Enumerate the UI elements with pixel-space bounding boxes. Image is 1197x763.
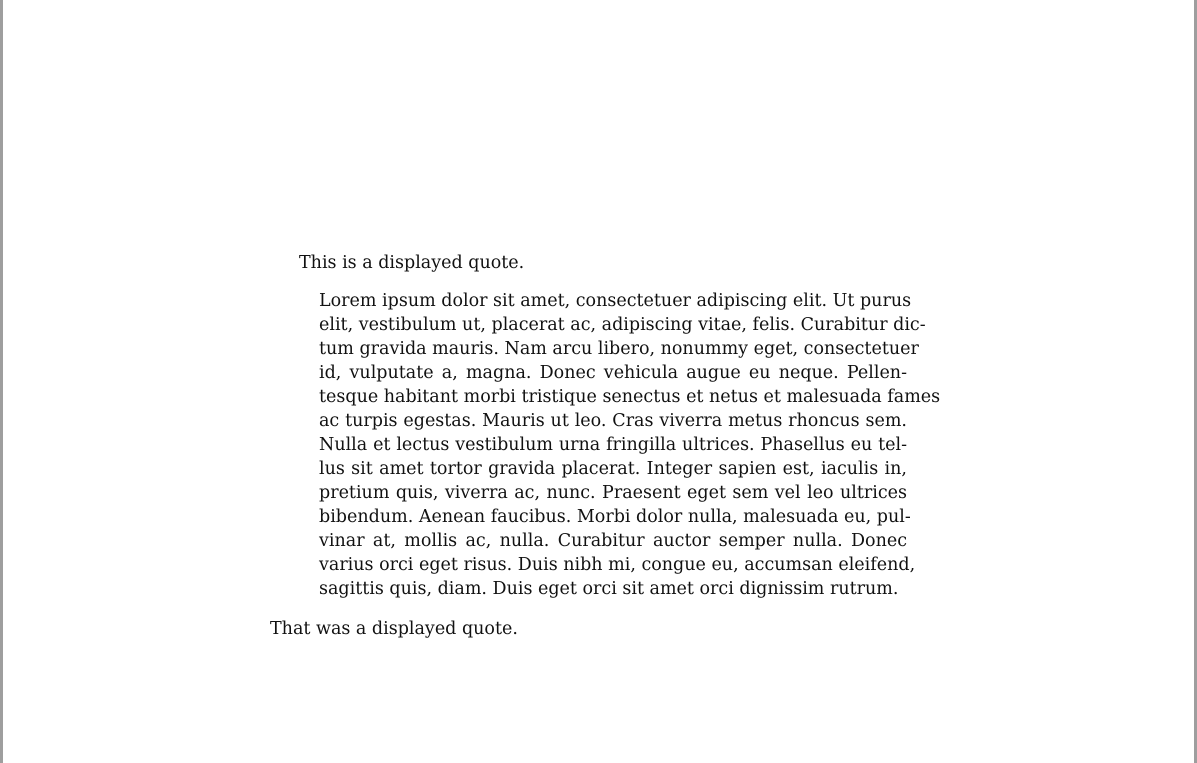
document-page <box>3 0 1194 763</box>
quote-line: ac turpis egestas. Mauris ut leo. Cras viverra metus rhoncus sem. <box>319 411 907 431</box>
quote-line: sagittis quis, diam. Duis eget orci sit amet orci dignissim rutrum. <box>319 579 899 599</box>
quote-line: id, vulputate a, magna. Donec vehicula augue eu neque. Pellen- <box>319 363 907 383</box>
quote-line: tum gravida mauris. Nam arcu libero, nonummy eget, consectetuer <box>319 339 919 359</box>
quote-line: Lorem ipsum dolor sit amet, consectetuer adipiscing elit. Ut purus <box>319 291 912 311</box>
quote-line: varius orci eget risus. Duis nibh mi, congue eu, accumsan eleifend, <box>319 555 916 575</box>
intro-paragraph: This is a displayed quote. <box>299 253 525 273</box>
quote-line: Nulla et lectus vestibulum urna fringilla ultrices. Phasellus eu tel- <box>319 435 907 455</box>
quote-line: tesque habitant morbi tristique senectus et netus et malesuada fames <box>319 387 941 407</box>
quote-line: elit, vestibulum ut, placerat ac, adipiscing vitae, felis. Curabitur dic- <box>319 315 926 335</box>
quote-line: pretium quis, viverra ac, nunc. Praesent eget sem vel leo ultrices <box>319 483 907 503</box>
quote-line: vinar at, mollis ac, nulla. Curabitur auctor semper nulla. Donec <box>319 531 907 551</box>
displayed-quote <box>319 289 941 601</box>
outro-paragraph: That was a displayed quote. <box>270 619 518 639</box>
quote-line: bibendum. Aenean faucibus. Morbi dolor nulla, malesuada eu, pul- <box>319 507 911 527</box>
quote-line: lus sit amet tortor gravida placerat. Integer sapien est, iaculis in, <box>319 459 907 479</box>
